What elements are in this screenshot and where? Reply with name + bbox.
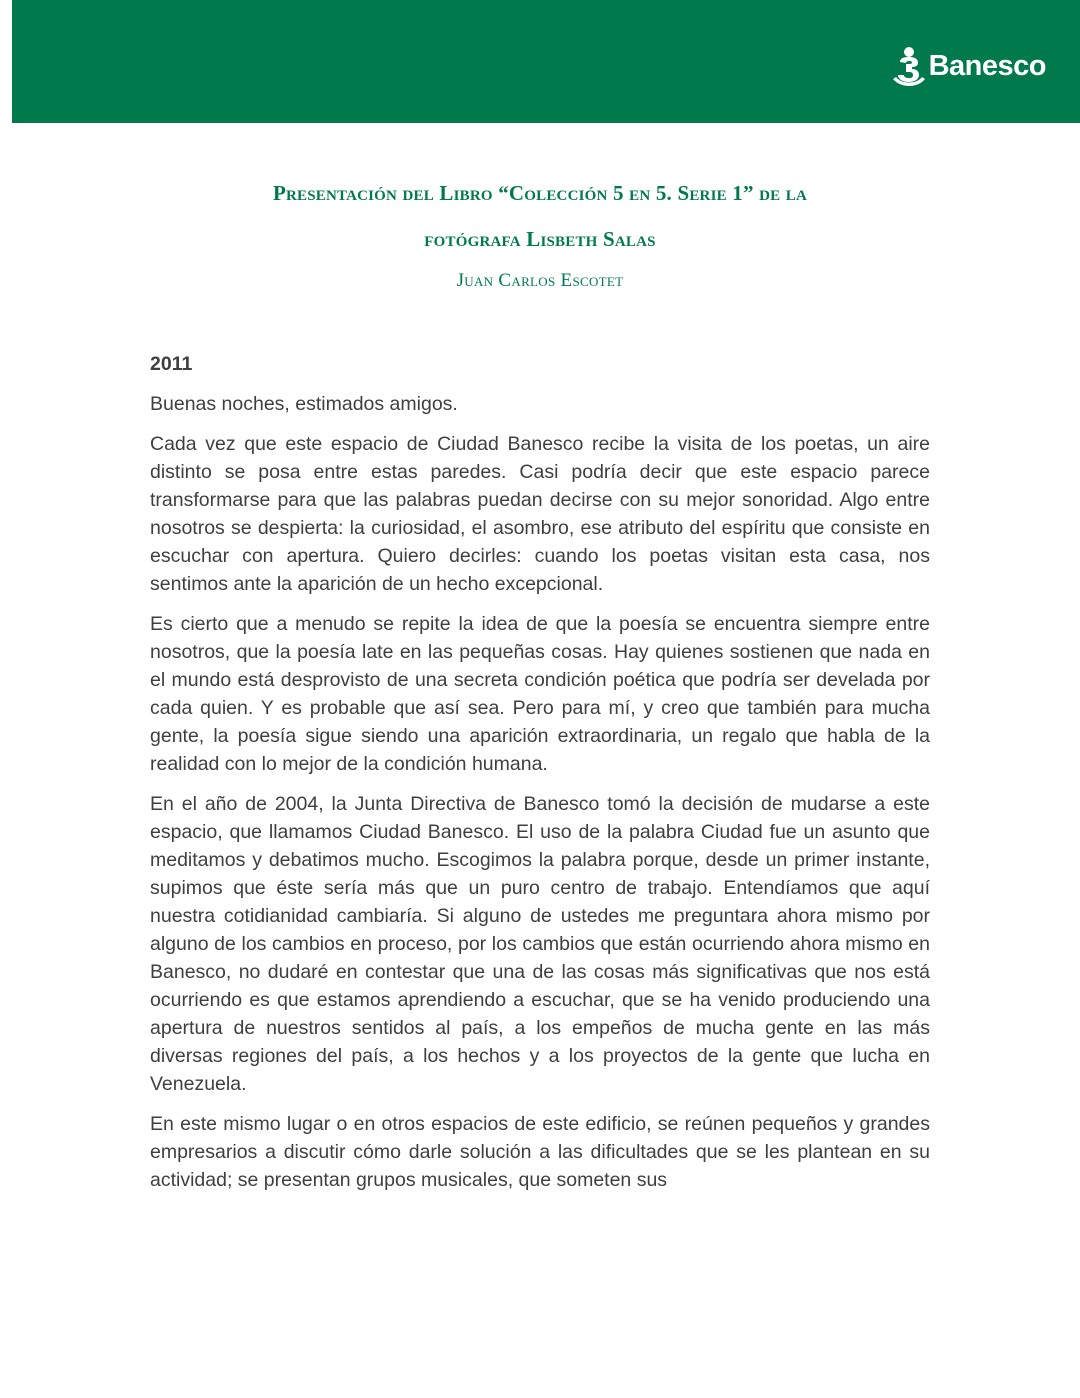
brand-name: Banesco	[928, 49, 1046, 82]
document-title-line-2: fotógrafa Lisbeth Salas	[424, 227, 656, 251]
document-title-block	[150, 178, 930, 294]
document-year: 2011	[150, 353, 193, 375]
document-title-line-1: Presentación del Libro “Colección 5 en 5. Serie 1” de la	[272, 181, 808, 205]
body-paragraph: Cada vez que este espacio de Ciudad Banesco recibe la visita de los poetas, un aire distinto se posa entre estas paredes. Casi podría decir que este espacio parece transformarse para que las palabras puedan decirse con su mejor sonoridad. Algo entre nosotros se despierta: la curiosidad, el asombro, ese atributo del espíritu que consiste en escuchar con apertura. Quiero decirles: cuando los poetas visitan esta casa, nos sentimos ante la aparición de un hecho excepcional.	[150, 433, 930, 595]
document-body	[150, 350, 930, 1206]
banesco-figure-icon	[891, 46, 927, 86]
banesco-logo	[891, 46, 1046, 86]
body-paragraph: Es cierto que a menudo se repite la idea de que la poesía se encuentra siempre entre nosotros, que la poesía late en las pequeñas cosas. Hay quienes sostienen que nada en el mundo está desprovisto de una secreta condición poética que podría ser develada por cada quien. Y es probable que así sea. Pero para mí, y creo que también para mucha gente, la poesía sigue siendo una aparición extraordinaria, un regalo que habla de la realidad con lo mejor de la condición humana.	[150, 613, 930, 775]
document-author: Juan Carlos Escotet	[456, 270, 624, 291]
body-paragraph: En este mismo lugar o en otros espacios de este edificio, se reúnen pequeños y grandes empresarios a discutir cómo darle solución a las dificultades que se les plantean en su actividad; se presentan grupos musicales, que someten sus	[150, 1113, 930, 1191]
header-band	[12, 0, 1080, 123]
greeting-paragraph: Buenas noches, estimados amigos.	[150, 393, 458, 415]
body-paragraph: En el año de 2004, la Junta Directiva de Banesco tomó la decisión de mudarse a este espacio, que llamamos Ciudad Banesco. El uso de la palabra Ciudad fue un asunto que meditamos y debatimos mucho. Escogimos la palabra porque, desde un primer instante, supimos que éste sería más que un puro centro de trabajo. Entendíamos que aquí nuestra cotidianidad cambiaría. Si alguno de ustedes me preguntara ahora mismo por alguno de los cambios en proceso, por los cambios que están ocurriendo ahora mismo en Banesco, no dudaré en contestar que una de las cosas más significativas que nos está ocurriendo es que estamos aprendiendo a escuchar, que se ha venido produciendo una apertura de nuestros sentidos al país, a los empeños de mucha gente en las más diversas regiones del país, a los hechos y a los proyectos de la gente que lucha en Venezuela.	[150, 793, 930, 1095]
